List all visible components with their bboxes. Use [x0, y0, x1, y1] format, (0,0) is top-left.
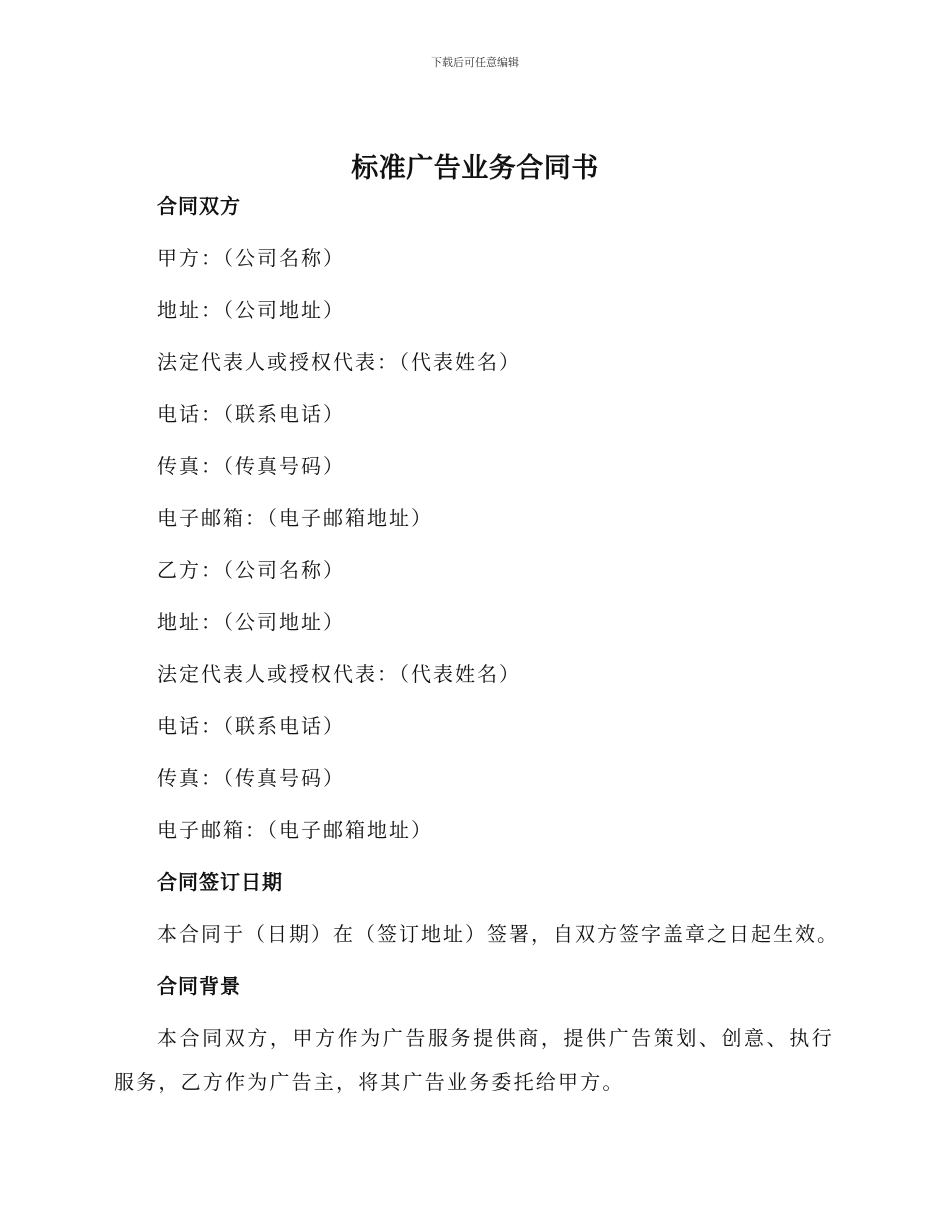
- background-paragraph: 本合同双方，甲方作为广告服务提供商，提供广告策划、创意、执行服务，乙方作为广告主，将其广告业务委托给甲方。: [114, 1026, 834, 1094]
- party-b-fax: 传真：（传真号码）: [157, 766, 345, 790]
- section-heading-background: 合同背景: [157, 974, 241, 998]
- signing-date-statement: 本合同于（日期）在（签订地址）签署，自双方签字盖章之日起生效。: [157, 922, 839, 946]
- document-title: 标准广告业务合同书: [351, 153, 599, 184]
- header-note: 下载后可任意编辑: [431, 56, 519, 69]
- party-a-address: 地址：（公司地址）: [157, 298, 345, 322]
- party-a-fax: 传真：（传真号码）: [157, 454, 345, 478]
- section-heading-signing-date: 合同签订日期: [157, 870, 283, 894]
- party-b-email: 电子邮箱：（电子邮箱地址）: [157, 818, 433, 842]
- document-body: [114, 190, 839, 1104]
- party-a-email: 电子邮箱：（电子邮箱地址）: [157, 506, 433, 530]
- party-b-representative: 法定代表人或授权代表：（代表姓名）: [157, 662, 521, 686]
- party-b-name: 乙方：（公司名称）: [157, 558, 345, 582]
- party-b-address: 地址：（公司地址）: [157, 610, 345, 634]
- party-b-phone: 电话：（联系电话）: [157, 714, 345, 738]
- party-a-name: 甲方：（公司名称）: [157, 246, 345, 270]
- party-a-representative: 法定代表人或授权代表：（代表姓名）: [157, 350, 521, 374]
- section-heading-parties: 合同双方: [157, 194, 241, 218]
- party-a-phone: 电话：（联系电话）: [157, 402, 345, 426]
